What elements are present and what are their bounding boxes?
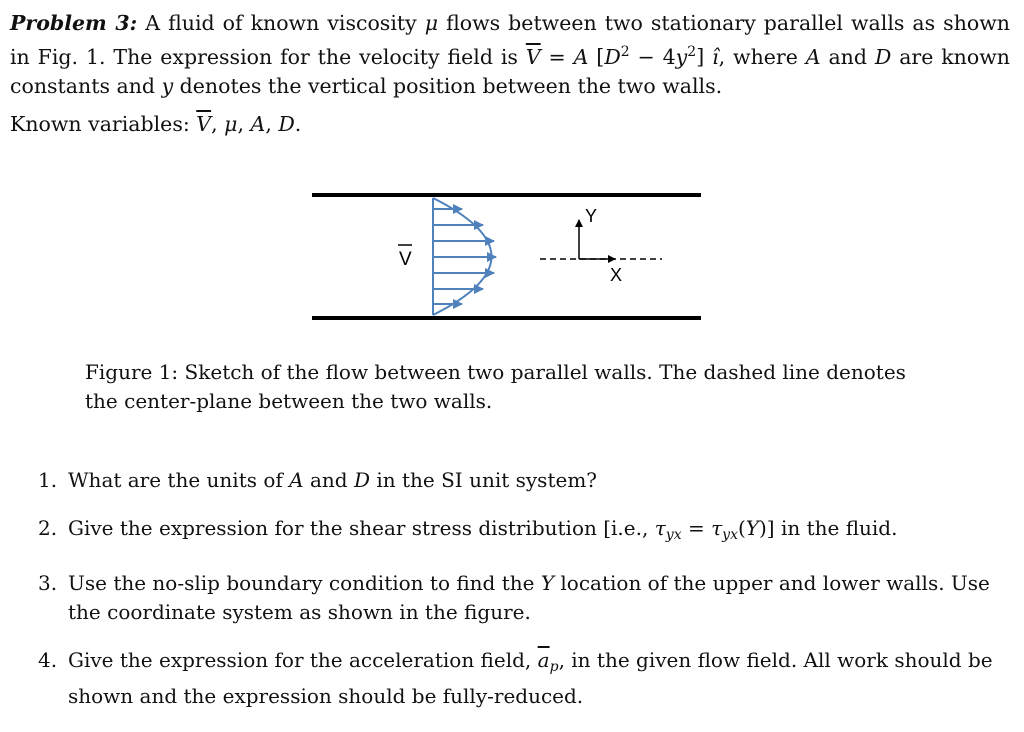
problem-statement: Problem 3: A fluid of known viscosity μ flows between two stationary parallel walls as shown in Fig. 1. The expression for the velocity field is $\overline{V} = A$ $[D^2 - 4y^2]$ î, where A and D are known constants and y denotes the vertical position between the two walls. bbox=[10, 11, 1010, 98]
question-1: 1. What are the units of A and D in the SI unit system? bbox=[38, 468, 598, 492]
known-variables: Known variables: $\overline{V}$, μ, A, D. bbox=[10, 112, 302, 136]
problem-label: Problem 3: bbox=[10, 11, 138, 35]
question-2: 2. Give the expression for the shear stress distribution [i.e., $\tau_{yx} = \tau_{yx}(Y)$] in the fluid. bbox=[38, 516, 898, 543]
question-list bbox=[38, 466, 1006, 730]
figure-caption: Figure 1: Sketch of the flow between two parallel walls. The dashed line denotes the center-plane between the two walls. bbox=[85, 360, 906, 413]
question-4: 4. Give the expression for the acceleration field, $\overline{a}_p$, in the given flow field. All work should be shown and the expression should be fully-reduced. bbox=[38, 648, 993, 708]
y-axis-label: Y bbox=[585, 206, 598, 226]
question-3: 3. Use the no-slip boundary condition to find the Y location of the upper and lower walls. Use the coordinate system as shown in the figure. bbox=[38, 571, 990, 624]
velocity-arrows bbox=[433, 209, 496, 304]
x-axis-label: X bbox=[610, 265, 623, 285]
v-label: V bbox=[399, 249, 412, 270]
flow-figure bbox=[300, 185, 720, 330]
